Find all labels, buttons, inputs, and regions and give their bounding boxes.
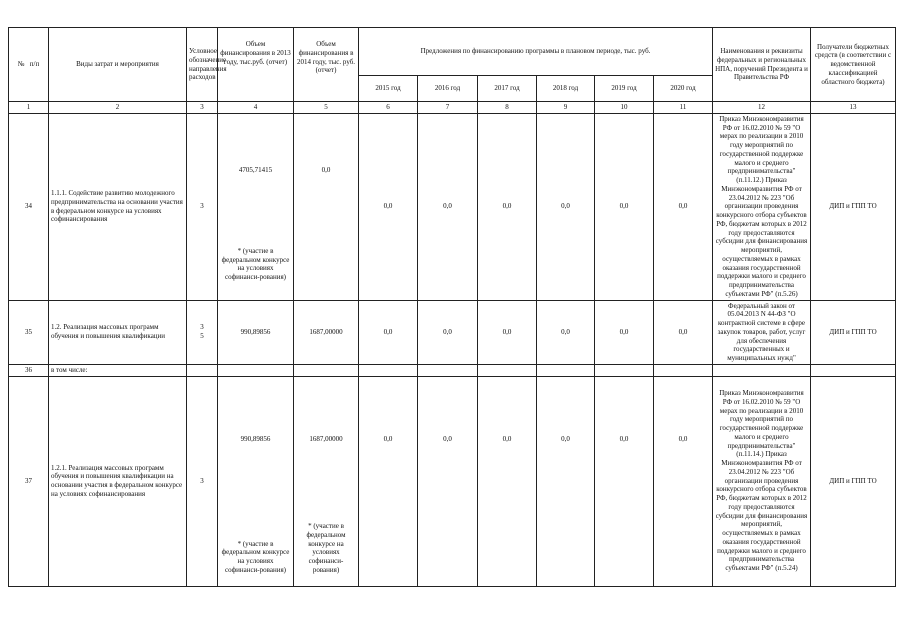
- budget-recipient: ДИП и ГПП ТО: [811, 300, 896, 364]
- value-2017: 0,0: [478, 113, 537, 300]
- header-no: №: [17, 60, 25, 69]
- header-docs: Наименования и реквизиты федеральных и региональных НПА, поручений Президента и Правительства РФ: [713, 28, 811, 102]
- volume-2013: 990,89856: [218, 300, 294, 364]
- empty-cell: [478, 364, 537, 376]
- col-number: 10: [595, 102, 654, 114]
- header-year-2016: 2016 год: [418, 76, 478, 102]
- value-2018: 0,0: [537, 300, 595, 364]
- budget-recipient: ДИП и ГПП ТО: [811, 113, 896, 300]
- header-code: Условное обозначение направления расходов: [187, 28, 218, 102]
- value-2015: 0,0: [359, 113, 418, 300]
- row-number: 34: [9, 113, 49, 300]
- col-number: 4: [218, 102, 294, 114]
- header-year-2019: 2019 год: [595, 76, 654, 102]
- col-number: 12: [713, 102, 811, 114]
- volume-2013: 990,89856: [240, 434, 271, 443]
- volume-2013: 4705,71415: [238, 165, 273, 174]
- header-year-2018: 2018 год: [537, 76, 595, 102]
- volume-2013-note: * (участие в федеральном конкурсе на условиях софинанси-рования): [221, 539, 290, 574]
- empty-cell: [654, 364, 713, 376]
- value-2016: 0,0: [418, 376, 478, 586]
- row-number: 35: [9, 300, 49, 364]
- value-2019: 0,0: [595, 300, 654, 364]
- column-number-row: [9, 102, 896, 114]
- table-row-36: [9, 364, 896, 376]
- table-row-35: [9, 300, 896, 364]
- header-recipients: Получатели бюджетных средств (в соответствии с ведомственной классификацией областного бюджета): [811, 28, 896, 102]
- col-number: 11: [654, 102, 713, 114]
- header-types: Виды затрат и мероприятия: [49, 28, 187, 102]
- volume-2013-cell: [218, 113, 294, 300]
- volume-2014-note: * (участие в федеральном конкурсе на условиях софинанси-рования): [306, 522, 346, 574]
- col-number: 2: [49, 102, 187, 114]
- header-vol-2014: Объем финансирования в 2014 году, тыс. руб. (отчет): [294, 28, 359, 102]
- col-number: 9: [537, 102, 595, 114]
- col-number: 6: [359, 102, 418, 114]
- empty-cell: [218, 364, 294, 376]
- volume-2014: 1687,00000: [294, 300, 359, 364]
- header-pp: п/п: [29, 60, 40, 69]
- row-number: 36: [9, 364, 49, 376]
- header-year-2015: 2015 год: [359, 76, 418, 102]
- table-row-37: [9, 376, 896, 586]
- header-proposals: Предложения по финансированию программы в плановом периоде, тыс. руб.: [359, 28, 713, 76]
- direction-code: 3: [200, 323, 204, 332]
- direction-code: 3: [187, 113, 218, 300]
- value-2020: 0,0: [654, 300, 713, 364]
- activity-name: 1.1.1. Содействие развитию молодежного предпринимательства на основании участия в федеральном конкурсе на условиях софинансирования: [49, 113, 187, 300]
- empty-cell: [359, 364, 418, 376]
- direction-code: 5: [200, 332, 204, 341]
- col-number: 13: [811, 102, 896, 114]
- volume-2013-note: * (участие в федеральном конкурсе на условиях софинанси-рования): [221, 246, 290, 281]
- activity-name: 1.2. Реализация массовых программ обучения и повышения квалификации: [49, 300, 187, 364]
- value-2019: 0,0: [595, 376, 654, 586]
- volume-2014: 1687,00000: [309, 434, 343, 443]
- direction-code-cell: [187, 300, 218, 364]
- value-2017: 0,0: [478, 300, 537, 364]
- empty-cell: [595, 364, 654, 376]
- value-2015: 0,0: [359, 300, 418, 364]
- row-number: 37: [9, 376, 49, 586]
- header-row-top: [9, 28, 896, 76]
- col-number: 8: [478, 102, 537, 114]
- empty-cell: [811, 364, 896, 376]
- table-row-34: [9, 113, 896, 300]
- value-2020: 0,0: [654, 376, 713, 586]
- value-2017: 0,0: [478, 376, 537, 586]
- empty-cell: [418, 364, 478, 376]
- col-number: 7: [418, 102, 478, 114]
- legal-docs: Федеральный закон от 05.04.2013 N 44-ФЗ "О контрактной системе в сфере закупок товаров, работ, услуг для обеспечения государственных и муниципальных нужд": [713, 300, 811, 364]
- budget-recipient: ДИП и ГПП ТО: [811, 376, 896, 586]
- col-number: 1: [9, 102, 49, 114]
- activity-name: в том числе:: [49, 364, 187, 376]
- empty-cell: [537, 364, 595, 376]
- value-2018: 0,0: [537, 113, 595, 300]
- header-no-cell: [9, 28, 49, 102]
- volume-2013-cell: [218, 376, 294, 586]
- value-2016: 0,0: [418, 113, 478, 300]
- value-2016: 0,0: [418, 300, 478, 364]
- value-2020: 0,0: [654, 113, 713, 300]
- legal-docs: Приказ Минэкономразвития РФ от 16.02.2010 № 59 "О мерах по реализации в 2010 году мероприятий по государственной поддержке малого и среднего предпринимательства" (п.11.14.) Приказ Минэкономразвития РФ от 23.04.2012 № 223 "Об организации проведения конкурсного отбора субъектов РФ, бюджетам которых в 2012 году предоставляются субсидии для финансирования мероприятий, осуществляемых в рамках оказания государственной поддержки малого и среднего предпринимательства субъектами РФ" (п.5.24): [713, 376, 811, 586]
- volume-2014-cell: [294, 376, 359, 586]
- financing-table: [8, 27, 896, 587]
- empty-cell: [187, 364, 218, 376]
- header-vol-2013: Объем финансирования в 2013 году, тыс.руб. (отчет): [218, 28, 294, 102]
- value-2019: 0,0: [595, 113, 654, 300]
- header-year-2017: 2017 год: [478, 76, 537, 102]
- col-number: 3: [187, 102, 218, 114]
- direction-code: 3: [187, 376, 218, 586]
- value-2018: 0,0: [537, 376, 595, 586]
- header-year-2020: 2020 год: [654, 76, 713, 102]
- empty-cell: [713, 364, 811, 376]
- value-2015: 0,0: [359, 376, 418, 586]
- empty-cell: [294, 364, 359, 376]
- activity-name: 1.2.1. Реализация массовых программ обучения и повышения квалификации на основании участия в федеральном конкурсе на условиях софинансирования: [49, 376, 187, 586]
- legal-docs: Приказ Минэкономразвития РФ от 16.02.2010 № 59 "О мерах по реализации в 2010 году мероприятий по государственной поддержке малого и среднего предпринимательства" (п.11.12.) Приказ Минэкономразвития РФ от 23.04.2012 № 223 "Об организации проведения конкурсного отбора субъектов РФ, бюджетам которых в 2012 году предоставляются субсидии для финансирования мероприятий, осуществляемых в рамках оказания государственной поддержки малого и среднего предпринимательства субъектами РФ" (п.5.26): [713, 113, 811, 300]
- volume-2014: 0,0: [294, 113, 359, 300]
- col-number: 5: [294, 102, 359, 114]
